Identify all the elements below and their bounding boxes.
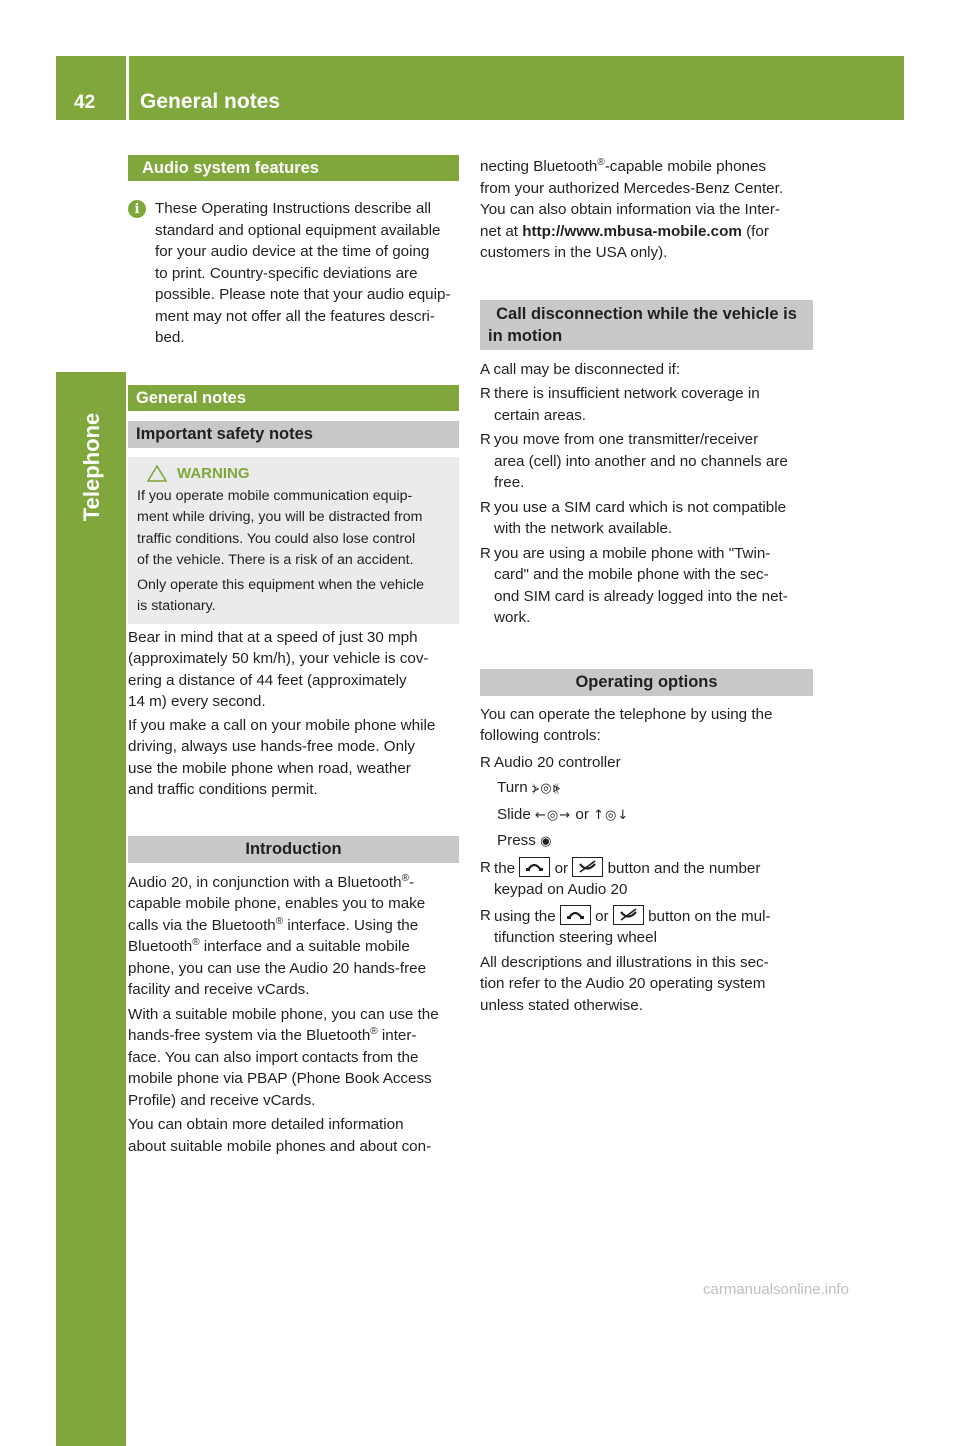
subheading-introduction: Introduction <box>128 836 459 863</box>
paragraph-intro-1: Audio 20, in conjunction with a Bluetooth®- capable mobile phone, enables you to make calls via the Bluetooth® interface. Using the Bluetooth® interface and a suitable mobile phone, you can use the Audio 20 hands-free facility and receive vCards. <box>128 872 427 998</box>
info-note-text: These Operating Instructions describe all standard and optional equipment available for your audio device at the time of going to print. Country-specific deviations are possible. Please note that your audio equip- ment may not offer all the features descri- bed. <box>155 200 451 346</box>
phone-end-icon <box>613 905 644 925</box>
list-item: R you move from one transmitter/receiver area (cell) into another and no channels are free. <box>480 431 788 491</box>
options-intro: You can operate the telephone by using the following controls: <box>480 705 773 744</box>
controller-press-icon: ◉ <box>540 834 553 849</box>
disconnect-intro: A call may be disconnected if: <box>480 360 681 378</box>
info-note <box>128 198 459 349</box>
phone-end-icon <box>572 857 603 877</box>
controller-slide-left-right-icon: ←◎→ <box>535 807 572 823</box>
section-heading-general-notes: General notes <box>128 385 459 411</box>
disconnect-list <box>480 383 813 629</box>
subheading-disconnection: Call disconnection while the vehicle is in motion <box>480 300 813 350</box>
warning-triangle-icon <box>147 465 167 482</box>
paragraph-speed: Bear in mind that at a speed of just 30 mph (approximately 50 km/h), your vehicle is cov- ering a distance of 44 feet (approximately 14 m) every second. <box>128 628 429 710</box>
controls-list: R Audio 20 controller Turn ⦔◎⦕ Slide ←◎→ or ↑◎↓ Press ◉ R the or button and the number keypad on Audio 20 R using the or button on the mul- tifunction steering wheel <box>480 752 813 949</box>
page-title: General notes <box>140 90 281 113</box>
list-item: R Audio 20 controller <box>480 753 621 771</box>
paragraph-intro-3: You can obtain more detailed information about suitable mobile phones and about con- <box>128 1116 432 1155</box>
phone-accept-icon <box>560 905 591 925</box>
info-icon: i <box>128 200 146 218</box>
closing-paragraph: All descriptions and illustrations in this sec- tion refer to the Audio 20 operating system unless stated otherwise. <box>480 953 769 1014</box>
controller-turn-icon: ⦔◎⦕ <box>531 781 561 796</box>
warning-title: WARNING <box>137 465 451 482</box>
paragraph-continued: necting Bluetooth®-capable mobile phones from your authorized Mercedes-Benz Center. You can also obtain information via the Inter- net at http://www.mbusa-mobile.com (for customers in the USA only). <box>480 156 784 261</box>
page-number: 42 <box>74 92 96 113</box>
phone-accept-icon <box>519 857 550 877</box>
watermark: carmanualsonline.info <box>703 1281 849 1298</box>
controller-slide-up-down-icon: ↑◎↓ <box>593 807 630 823</box>
list-item: R the or button and the number keypad on Audio 20 <box>480 858 761 898</box>
left-column <box>128 155 459 1157</box>
warning-box: WARNING If you operate mobile communication equip- ment while driving, you will be distracted from traffic conditions. You could also lose control of the vehicle. There is a risk of an accident. Only operate this equipment when the vehicle is stationary. <box>128 457 459 624</box>
paragraph-intro-2: With a suitable mobile phone, you can use the hands-free system via the Bluetooth® inter- face. You can also import contacts from the mobile phone via PBAP (Phone Book Access Profile) and receive vCards. <box>128 1005 439 1109</box>
subheading-operating-options: Operating options <box>480 669 813 696</box>
header-divider <box>126 56 129 120</box>
paragraph-handsfree: If you make a call on your mobile phone while driving, always use hands-free mode. Only use the mobile phone when road, weather and traffic conditions permit. <box>128 716 436 798</box>
right-column <box>480 156 813 1016</box>
subheading-safety: Important safety notes <box>128 421 459 448</box>
side-tab-label: Telephone <box>79 412 105 522</box>
mbusa-link[interactable]: http://www.mbusa-mobile.com <box>522 222 742 240</box>
list-item: R using the or button on the mul- tifunction steering wheel <box>480 906 771 946</box>
section-heading-audio-features: Audio system features <box>128 155 459 181</box>
list-item: R you use a SIM card which is not compatible with the network available. <box>480 498 787 537</box>
list-item: R there is insufficient network coverage in certain areas. <box>480 385 760 424</box>
list-item: R you are using a mobile phone with "Twin- card" and the mobile phone with the sec- ond SIM card is already logged into the net- work. <box>480 544 788 626</box>
